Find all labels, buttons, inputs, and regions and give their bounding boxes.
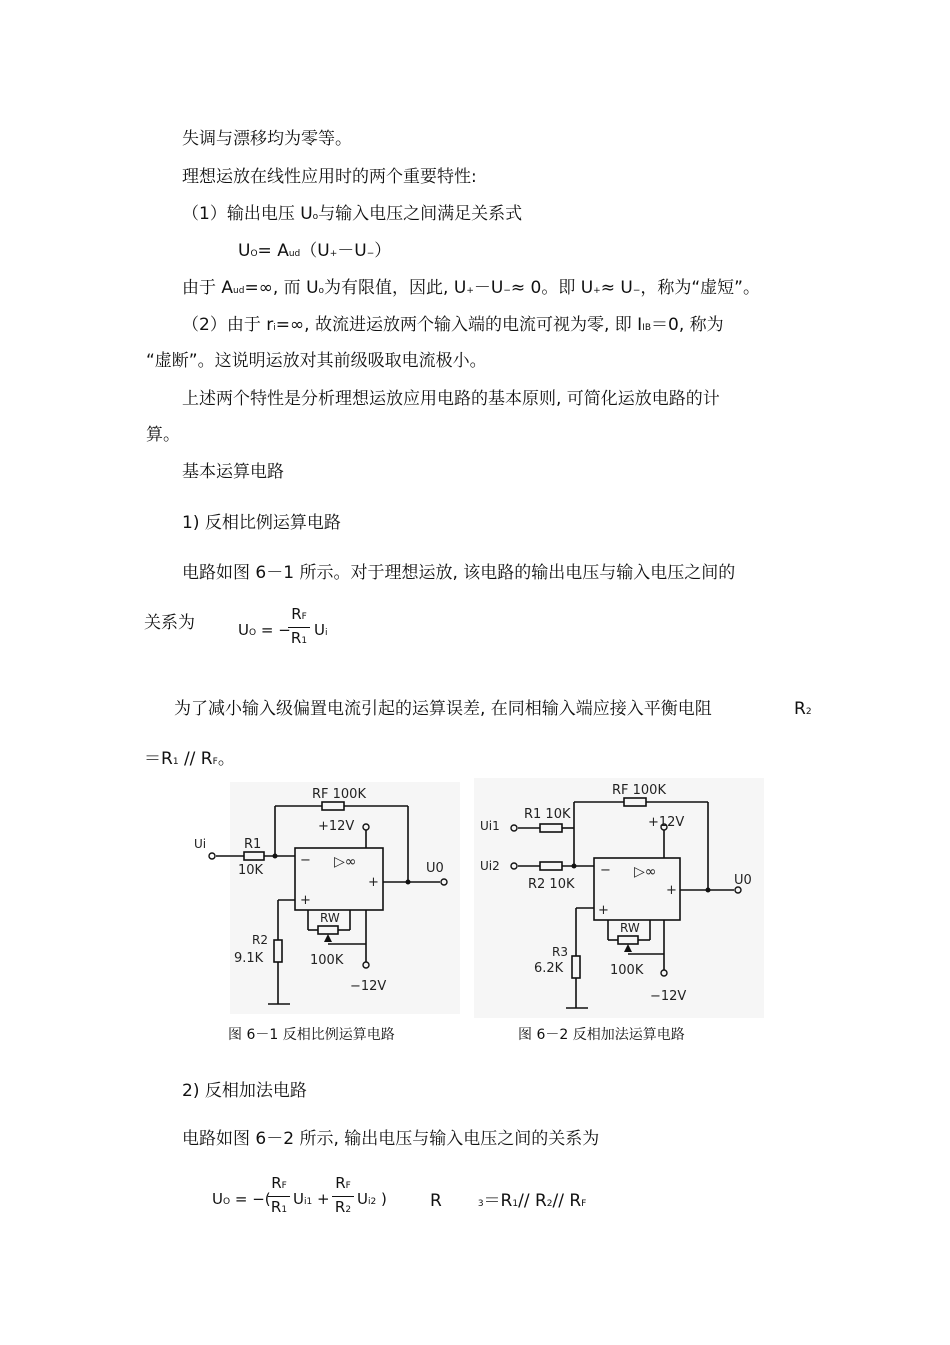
- r3-label: R3: [552, 945, 568, 959]
- r3-value: 6.2K: [534, 961, 564, 976]
- r1-value: 10K: [238, 863, 264, 878]
- paragraph-text: 电路如图 6－2 所示, 输出电压与输入电压之间的关系为: [182, 1129, 600, 1149]
- output-uo-label: U0: [734, 873, 752, 888]
- opamp-symbol: ▷∞: [634, 864, 657, 880]
- formula2-fraction-2: RF R2: [332, 1174, 354, 1219]
- figure-1-caption: 图 6－1 反相比例运算电路: [228, 1027, 395, 1043]
- rf-label: RF 100K: [312, 787, 366, 802]
- paragraph-text: 理想运放在线性应用时的两个重要特性:: [182, 167, 477, 187]
- formula2-ui1: Ui1 +: [293, 1190, 330, 1208]
- paragraph-text: “虚断”。这说明运放对其前级吸取电流极小。: [146, 351, 487, 371]
- output-uo-label: U0: [426, 861, 444, 876]
- rw-label: RW: [320, 911, 340, 925]
- output-plus: +: [368, 875, 379, 890]
- minus-terminal: −: [300, 853, 311, 868]
- r2-label: R2 10K: [528, 877, 575, 892]
- balance-resistor-equation: ＝R1 // RF。: [144, 749, 235, 769]
- opamp-symbol: ▷∞: [334, 854, 357, 870]
- virtual-short-text: 由于 Aud=∞, 而 Uo为有限值，因此, U+－U−≈ 0。即 U+≈ U−，称为“虚短”。: [182, 278, 760, 298]
- subsection-heading: 1) 反相比例运算电路: [182, 513, 341, 533]
- formula2-fraction-1: RF R1: [268, 1174, 290, 1219]
- equation-uo: UO= Aud（U+－U−）: [238, 241, 392, 261]
- figure-2-caption: 图 6－2 反相加法运算电路: [518, 1027, 685, 1043]
- paragraph-text: 算。: [146, 425, 180, 445]
- r1-label: R1: [244, 837, 262, 852]
- rw-label: RW: [620, 921, 640, 935]
- formula2-lhs: UO = −(: [212, 1190, 271, 1208]
- r1-label: R1 10K: [524, 807, 571, 822]
- vpos-label: +12V: [318, 819, 355, 834]
- section-heading: 基本运算电路: [182, 462, 284, 482]
- balance-resistor-label: R2: [794, 699, 812, 719]
- rw-value: 100K: [310, 953, 344, 968]
- minus-terminal: −: [600, 863, 611, 878]
- subsection-heading: 2) 反相加法电路: [182, 1081, 307, 1101]
- vpos-label: +12V: [648, 815, 685, 830]
- vneg-label: −12V: [650, 989, 687, 1004]
- paragraph-text: 失调与漂移均为零等。: [182, 129, 352, 149]
- r2-value: 9.1K: [234, 951, 264, 966]
- input-ui2-label: Ui2: [480, 859, 500, 873]
- rf-label: RF 100K: [612, 783, 666, 798]
- figure-inverting-amp: [190, 782, 462, 1014]
- paragraph-text: 关系为: [144, 613, 195, 633]
- paragraph-text: 上述两个特性是分析理想运放应用电路的基本原则, 可简化运放电路的计: [182, 389, 720, 409]
- formula-rhs: Ui: [314, 621, 328, 639]
- output-plus: +: [666, 883, 677, 898]
- input-ui1-label: Ui1: [480, 819, 500, 833]
- paragraph-text: 电路如图 6－1 所示。对于理想运放, 该电路的输出电压与输入电压之间的: [182, 563, 736, 583]
- plus-terminal: +: [598, 903, 609, 918]
- rw-value: 100K: [610, 963, 644, 978]
- formula2-ui2: Ui2 ): [357, 1190, 387, 1208]
- property-1-text: （1）输出电压 Uo与输入电压之间满足关系式: [182, 204, 523, 224]
- formula-lhs: UO = −: [238, 621, 291, 639]
- paragraph-text: 为了减小输入级偏置电流引起的运算误差, 在同相输入端应接入平衡电阻: [174, 699, 712, 719]
- r2-label: R2: [252, 933, 268, 947]
- figure-summing-amp: [474, 778, 764, 1018]
- formula2-r3: R 3＝R1// R2// RF: [430, 1191, 587, 1211]
- input-ui-label: Ui: [194, 837, 207, 851]
- vneg-label: −12V: [350, 979, 387, 994]
- plus-terminal: +: [300, 893, 311, 908]
- formula-fraction: RF R1: [288, 605, 310, 650]
- virtual-open-text: （2）由于 ri=∞, 故流进运放两个输入端的电流可视为零, 即 IIB＝0, 称为: [182, 315, 724, 335]
